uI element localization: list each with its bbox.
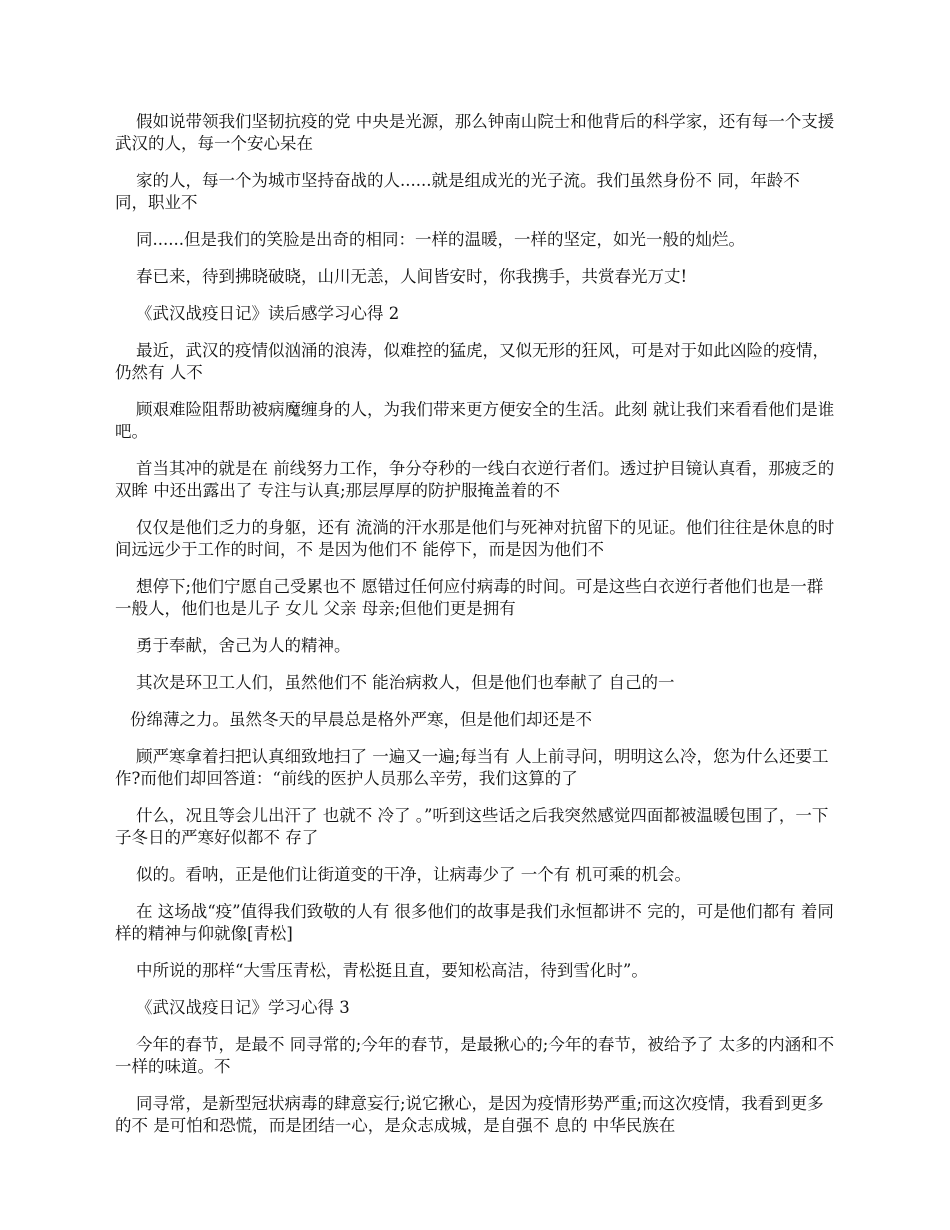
section-heading: 《武汉战疫日记》读后感学习心得 2 bbox=[136, 304, 400, 323]
paragraph: 春已来，待到拂晓破晓，山川无恙，人间皆安时，你我携手，共赏春光万丈! bbox=[136, 267, 688, 286]
paragraph: 同寻常，是新型冠状病毒的肆意妄行;说它揪心，是因为疫情形势严重;而这次疫情，我看到更多的不 是可怕和恐慌，而是团结一心，是众志成城，是自强不 息的 中华民族在 bbox=[115, 1094, 824, 1135]
paragraph: 其次是环卫工人们，虽然他们不 能治病救人，但是他们也奉献了 自己的一 bbox=[136, 673, 675, 692]
paragraph: 勇于奉献，舍己为人的精神。 bbox=[136, 636, 351, 655]
paragraph: 家的人，每一个为城市坚持奋战的人......就是组成光的光子流。我们虽然身份不 同，年龄不 同，职业不 bbox=[115, 171, 800, 212]
section-heading: 《武汉战疫日记》学习心得 3 bbox=[136, 998, 350, 1017]
paragraph: 最近，武汉的疫情似汹涌的浪涛，似难控的猛虎，又似无形的狂风，可是对于如此凶险的疫情，仍然有 人不 bbox=[115, 341, 829, 382]
paragraph: 想停下;他们宁愿自己受累也不 愿错过任何应付病毒的时间。可是这些白衣逆行者他们也是一群一般人，他们也是儿子 女儿 父亲 母亲;但他们更是拥有 bbox=[115, 577, 824, 618]
paragraph: 今年的春节，是最不 同寻常的;今年的春节，是最揪心的;今年的春节，被给予了 太多的内涵和不 一样的味道。不 bbox=[115, 1035, 835, 1076]
paragraph: 似的。看呐，正是他们让街道变的干净，让病毒少了 一个有 机可乘的机会。 bbox=[136, 865, 691, 884]
paragraph: 仅仅是他们乏力的身躯，还有 流淌的汗水那是他们与死神对抗留下的见证。他们往往是休息的时间远远少于工作的时间，不 是因为他们不 能停下，而是因为他们不 bbox=[115, 518, 835, 559]
paragraph: 假如说带领我们坚韧抗疫的党 中央是光源，那么钟南山院士和他背后的科学家，还有每一个支援武汉的人，每一个安心呆在 bbox=[115, 112, 835, 153]
paragraph: 什么，况且等会儿出汗了 也就不 冷了 。”听到这些话之后我突然感觉四面都被温暖包围了，一下子冬日的严寒好似都不 存了 bbox=[115, 806, 829, 847]
paragraph: 首当其冲的就是在 前线努力工作，争分夺秒的一线白衣逆行者们。透过护目镜认真看，那疲乏的双眸 中还出露出了 专注与认真;那层厚厚的防护服掩盖着的不 bbox=[115, 459, 835, 500]
paragraph: 在 这场战“疫”值得我们致敬的人有 很多他们的故事是我们永恒都讲不 完的，可是他们都有 着同样的精神与仰就像[青松] bbox=[115, 902, 834, 943]
paragraph: 中所说的那样“大雪压青松，青松挺且直，要知松高洁，待到雪化时”。 bbox=[136, 961, 648, 980]
paragraph: 顾严寒拿着扫把认真细致地扫了 一遍又一遍;每当有 人上前寻问，明明这么冷，您为什么还要工作?而他们却回答道：“前线的医护人员那么辛劳，我们这算的了 bbox=[115, 747, 829, 788]
paragraph: 顾艰难险阻帮助被病魔缠身的人，为我们带来更方便安全的生活。此刻 就让我们来看看他们是谁吧。 bbox=[115, 400, 835, 441]
paragraph: 同......但是我们的笑脸是出奇的相同：一样的温暖，一样的坚定，如光一般的灿烂。 bbox=[136, 230, 745, 249]
paragraph: 份绵薄之力。虽然冬天的早晨总是格外严寒，但是他们却还是不 bbox=[130, 710, 592, 729]
document-body bbox=[115, 111, 835, 1152]
